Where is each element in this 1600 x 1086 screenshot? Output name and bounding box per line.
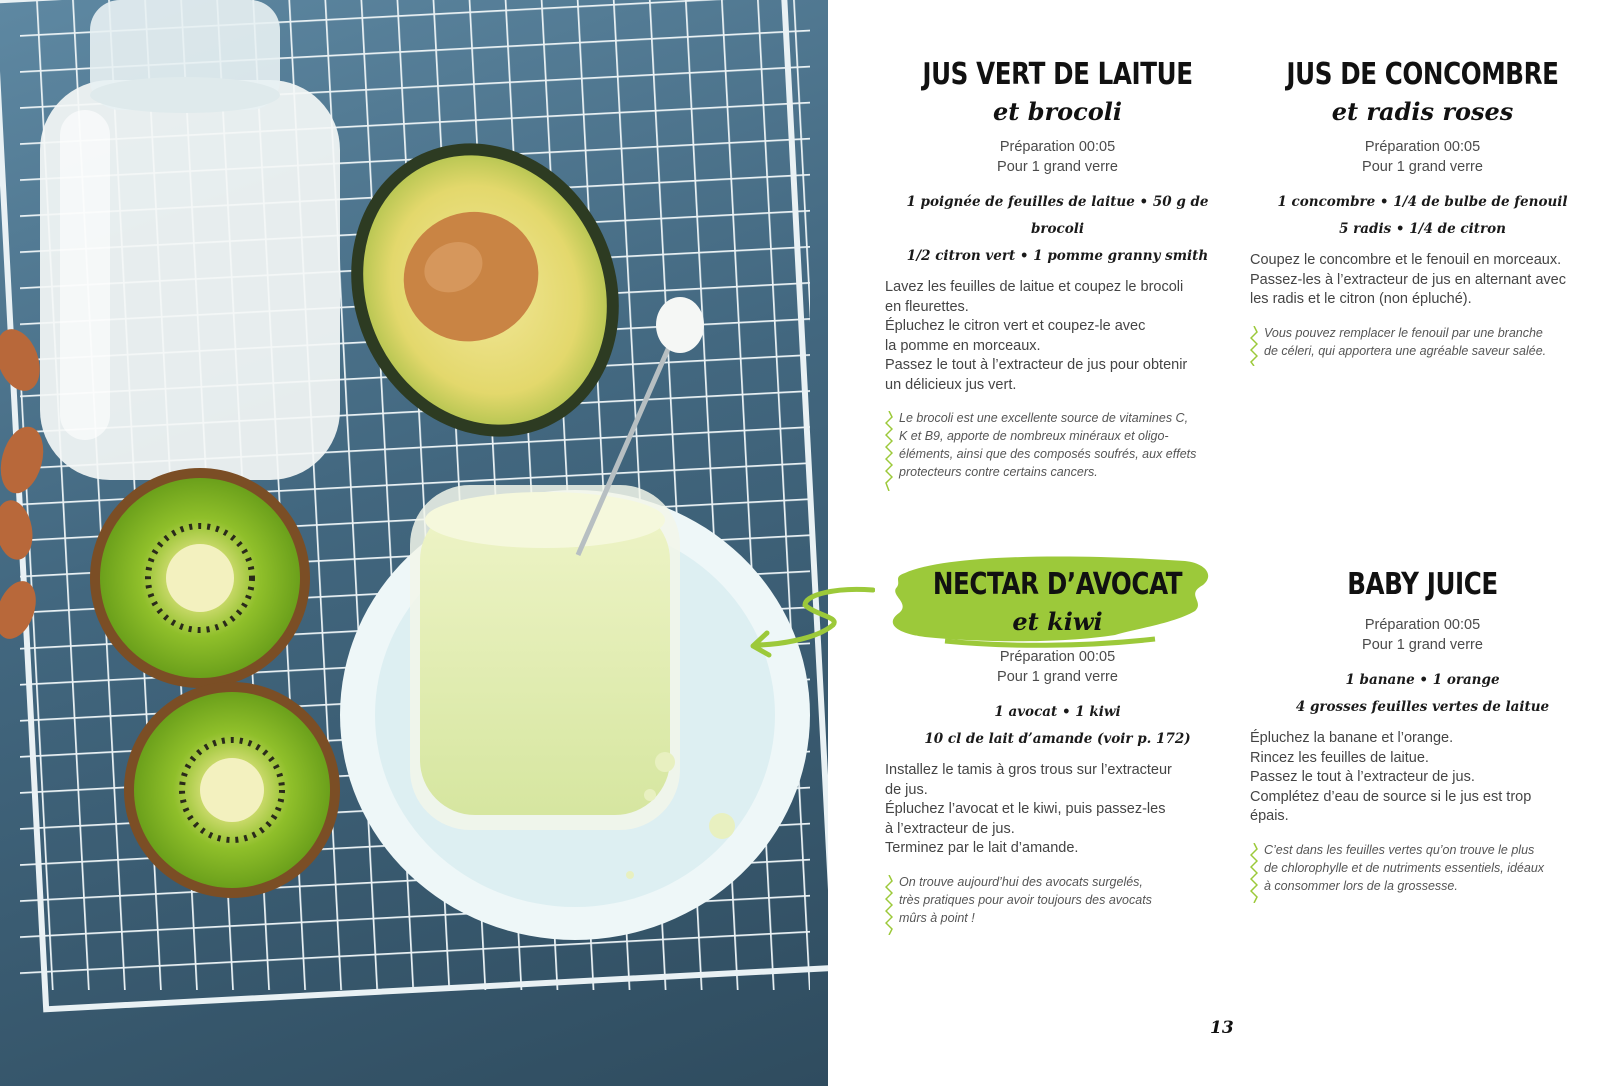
servings: Pour 1 grand verre [997, 669, 1118, 685]
prep-time: Préparation 00:05 [999, 139, 1116, 155]
instruction-line: Passez le tout à l’extracteur de jus. [1250, 769, 1475, 785]
instruction-line: Installez le tamis à gros trous sur l’extracteur [885, 762, 1172, 778]
tip-line: de chlorophylle et de nutriments essentiels, idéaux [1264, 860, 1545, 875]
zigzag-icon [885, 411, 893, 491]
prep-time: Préparation 00:05 [1364, 139, 1481, 155]
tip-note [1250, 324, 1595, 360]
tip-line: éléments, ainsi que des composés soufrés, aux effets [899, 447, 1197, 461]
recipe-meta [1250, 137, 1595, 177]
instruction-line: à l’extracteur de jus. [885, 820, 1015, 837]
tip-line: de céleri, qui apportera une agréable saveur salée. [1264, 343, 1547, 358]
recipe-meta [885, 647, 1230, 687]
tip-line: C’est dans les feuilles vertes qu’on trouve le plus [1264, 842, 1535, 857]
pointer-arrow-icon [745, 575, 875, 665]
kiwi-bottom [124, 682, 340, 898]
instruction-line: Complétez d’eau de source si le jus est trop [1250, 788, 1532, 805]
recipe-subtitle: et kiwi [1012, 607, 1103, 636]
servings: Pour 1 grand verre [997, 159, 1118, 175]
tip-line: à consommer lors de la grossesse. [1264, 878, 1458, 893]
instruction-line: Lavez les feuilles de laitue et coupez le brocoli [885, 279, 1184, 295]
recipe-title: JUS VERT DE LAITUE [922, 57, 1193, 92]
ingredients [1250, 667, 1595, 721]
recipe-jus-vert-de-laitue [885, 55, 1230, 481]
page-number: 13 [1210, 1018, 1234, 1038]
instruction-line: épais. [1250, 808, 1289, 824]
tip-note [885, 873, 1230, 927]
servings: Pour 1 grand verre [1362, 159, 1483, 175]
instruction-line: Passez-les à l’extracteur de jus en alternant avec [1250, 271, 1566, 288]
ingredient-line: 4 grosses feuilles vertes de laitue [1295, 699, 1550, 715]
instruction-line: en fleurettes. [885, 298, 969, 315]
zigzag-icon [1250, 843, 1258, 903]
ingredient-line: 1 banane • 1 orange [1345, 672, 1500, 688]
ingredients [1250, 189, 1595, 243]
recipe-baby-juice [1250, 565, 1595, 895]
kiwi-top [90, 468, 310, 688]
tip-note [1250, 841, 1595, 895]
zigzag-icon [885, 875, 893, 935]
tip-line: On trouve aujourd’hui des avocats surgelés, [899, 874, 1143, 889]
instruction-line: les radis et le citron (non épluché). [1250, 291, 1472, 307]
tip-note [885, 409, 1230, 481]
instruction-line: Coupez le concombre et le fenouil en morceaux. [1250, 252, 1562, 268]
recipe-meta [1250, 615, 1595, 655]
instruction-line: de jus. [885, 781, 928, 798]
ingredient-line: 5 radis • 1/4 de citron [1339, 221, 1506, 237]
tip-line: K et B9, apporte de nombreux minéraux et oligo- [899, 429, 1169, 443]
instruction-line: Épluchez le citron vert et coupez-le avec [885, 318, 1146, 334]
recipe-jus-de-concombre [1250, 55, 1595, 360]
instructions [1250, 251, 1595, 310]
recipe-nectar-d-avocat [885, 565, 1230, 927]
instructions [885, 278, 1230, 395]
zigzag-icon [1250, 326, 1258, 366]
ingredients [885, 189, 1230, 270]
tip-line: mûrs à point ! [899, 910, 975, 925]
glass-of-nectar [410, 485, 680, 830]
instruction-line: Terminez par le lait d’amande. [885, 840, 1079, 856]
recipe-title: BABY JUICE [1347, 567, 1498, 602]
ingredient-line: 1 avocat • 1 kiwi [994, 704, 1121, 720]
instruction-line: Épluchez l’avocat et le kiwi, puis passez-les [885, 801, 1166, 817]
tip-line: Le brocoli est une excellente source de vitamines C, [899, 411, 1189, 425]
instructions [885, 761, 1230, 859]
ingredient-line: 10 cl de lait d’amande (voir p. 172) [924, 731, 1191, 747]
ingredient-line: 1 concombre • 1/4 de bulbe de fenouil [1277, 194, 1568, 210]
instruction-line: la pomme en morceaux. [885, 337, 1041, 354]
ingredient-line: 1 poignée de feuilles de laitue • 50 g de brocoli [906, 194, 1209, 237]
instruction-line: Passez le tout à l’extracteur de jus pour obtenir [885, 357, 1188, 373]
prep-time: Préparation 00:05 [1364, 617, 1481, 633]
instruction-line: un délicieux jus vert. [885, 376, 1017, 393]
instruction-line: Épluchez la banane et l’orange. [1250, 730, 1454, 746]
instruction-line: Rincez les feuilles de laitue. [1250, 749, 1429, 766]
ingredients [885, 699, 1230, 753]
recipe-title: JUS DE CONCOMBRE [1286, 57, 1559, 92]
tip-line: très pratiques pour avoir toujours des avocats [899, 892, 1152, 907]
recipe-subtitle: et brocoli [993, 97, 1122, 126]
servings: Pour 1 grand verre [1362, 637, 1483, 653]
recipe-subtitle: et radis roses [1331, 97, 1514, 126]
ingredient-line: 1/2 citron vert • 1 pomme granny smith [906, 248, 1209, 264]
recipe-title: NECTAR D’AVOCAT [932, 567, 1183, 602]
tip-line: Vous pouvez remplacer le fenouil par une branche [1264, 325, 1543, 340]
instructions [1250, 729, 1595, 827]
prep-time: Préparation 00:05 [999, 649, 1116, 665]
recipe-meta [885, 137, 1230, 177]
tip-line: protecteurs contre certains cancers. [899, 465, 1098, 479]
